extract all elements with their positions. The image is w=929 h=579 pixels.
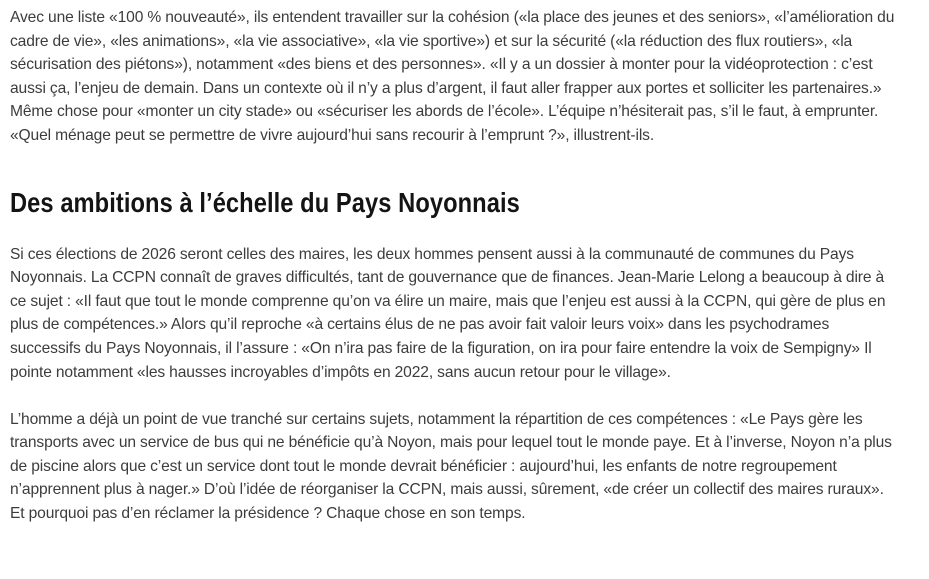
section-heading-pays-noyonnais: Des ambitions à l’échelle du Pays Noyonnais — [10, 186, 520, 218]
article-paragraph-1: Avec une liste «100 % nouveauté», ils entendent travailler sur la cohésion («la place des jeunes et des seniors», «l’amélioration du cadre de vie», «les animations», «la vie associative», «la vie sportive») et sur la sécurité («la réduction des flux routiers», «la sécurisation des piétons»), notamment «des biens et des personnes». «Il y a un dossier à monter pour la vidéoprotection : c’est aussi ça, l’enjeu de demain. Dans un contexte où il n’y a plus d’argent, il faut aller frapper aux portes et solliciter les partenaires.» Même chose pour «monter un city stade» ou «sécuriser les abords de l’école». L’équipe n’hésiterait pas, s’il le faut, à emprunter. «Quel ménage peut se permettre de vivre aujourd’hui sans recourir à l’emprunt ?», illustrent-ils. — [10, 9, 895, 144]
section-heading-container — [10, 188, 901, 218]
article-paragraph-2: Si ces élections de 2026 seront celles des maires, les deux hommes pensent aussi à la communauté de communes du Pays Noyonnais. La CCPN connaît de graves difficultés, tant de gouvernance que de finances. Jean-Marie Lelong a beaucoup à dire à ce sujet : «Il faut que tout le monde comprenne qu’on va élire un maire, mais que l’enjeu est aussi à la CCPN, qui gère de plus en plus de compétences.» Alors qu’il reproche «à certains élus de ne pas avoir fait valoir leurs voix» dans les psychodrames successifs du Pays Noyonnais, il l’assure : «On n’ira pas faire de la figuration, on ira pour faire entendre la voix de Sempigny» Il pointe notamment «les hausses incroyables d’impôts en 2022, sans aucun retour pour le village». — [10, 245, 886, 381]
article-paragraph-3: L’homme a déjà un point de vue tranché sur certains sujets, notamment la répartition de ces compétences : «Le Pays gère les transports avec un service de bus qui ne bénéficie qu’à Noyon, mais pour lequel tout le monde paye. Et à l’inverse, Noyon n’a plus de piscine alors que c’est un service dont tout le monde devrait bénéficier : aujourd’hui, les enfants de notre regroupement n’apprennent plus à nager.» D’où l’idée de réorganiser la CCPN, mais aussi, sûrement, «de créer un collectif des maires ruraux». Et pourquoi pas d’en réclamer la présidence ? Chaque chose en son temps. — [10, 410, 892, 522]
